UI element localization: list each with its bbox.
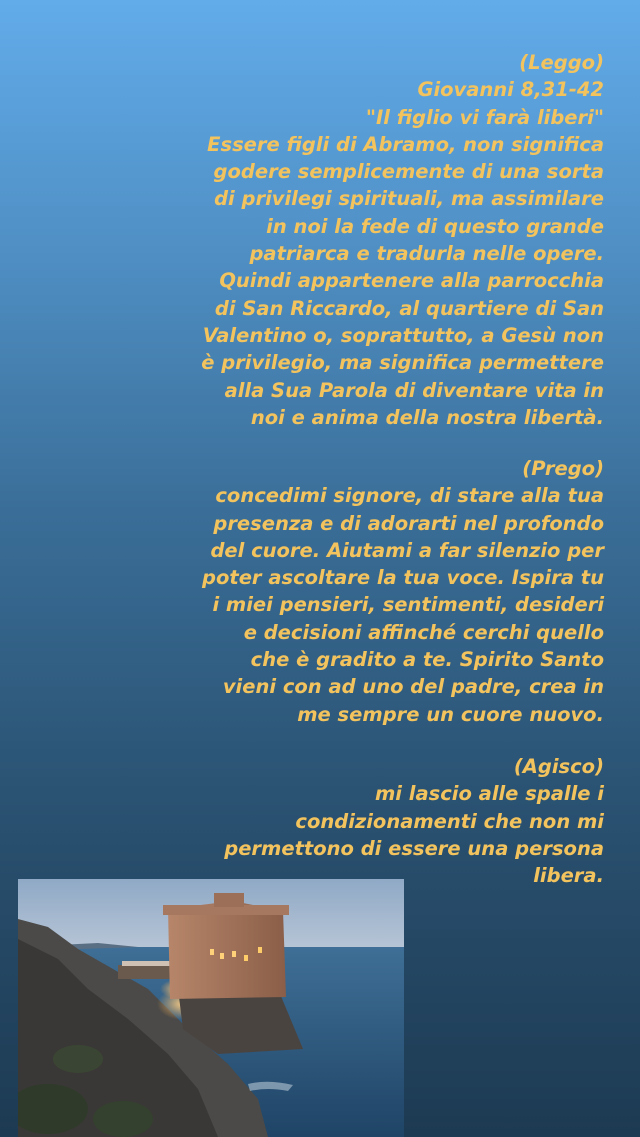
text-line: Valentino o, soprattutto, a Gesù non bbox=[202, 323, 604, 347]
text-line: Giovanni 8,31-42 bbox=[417, 78, 604, 102]
text-line: del cuore. Aiutami a far silenzio per bbox=[210, 538, 604, 562]
text-line: poter ascoltare la tua voce. Ispira tu bbox=[202, 566, 604, 590]
text-line: di San Riccardo, al quartiere di San bbox=[214, 296, 604, 320]
text-line: Quindi appartenere alla parrocchia bbox=[219, 269, 604, 293]
text-line: presenza e di adorarti nel profondo bbox=[213, 511, 604, 535]
text-line: me sempre un cuore nuovo. bbox=[297, 702, 604, 726]
text-line: i miei pensieri, sentimenti, desideri bbox=[212, 593, 604, 617]
text-line: alla Sua Parola di diventare vita in bbox=[224, 378, 604, 402]
section-heading-agisco: (Agisco) bbox=[513, 755, 604, 778]
text-line: di privilegi spirituali, ma assimilare bbox=[214, 187, 604, 211]
section-agisco bbox=[104, 753, 604, 889]
coastal-tower-photo bbox=[18, 879, 404, 1137]
text-line: noi e anima della nostra libertà. bbox=[250, 405, 604, 429]
text-line: mi lascio alle spalle i bbox=[374, 782, 604, 806]
text-line: godere semplicemente di una sorta bbox=[213, 160, 604, 184]
text-line: è privilegio, ma significa permettere bbox=[201, 351, 604, 375]
text-line: condizionamenti che non mi bbox=[295, 809, 604, 833]
text-line: libera. bbox=[533, 864, 604, 888]
text-line: e decisioni affinché cerchi quello bbox=[243, 620, 604, 644]
text-line: patriarca e tradurla nelle opere. bbox=[249, 242, 604, 266]
text-line: "Il figlio vi farà liberi" bbox=[365, 105, 604, 129]
text-line: concedimi signore, di stare alla tua bbox=[215, 484, 604, 508]
text-line: in noi la fede di questo grande bbox=[266, 214, 604, 238]
section-heading-prego: (Prego) bbox=[522, 457, 604, 480]
section-prego bbox=[104, 455, 604, 728]
text-line: che è gradito a te. Spirito Santo bbox=[250, 648, 604, 672]
text-line: Essere figli di Abramo, non significa bbox=[207, 132, 604, 156]
text-line: permettono di essere una persona bbox=[224, 836, 604, 860]
section-leggo bbox=[104, 49, 604, 431]
text-line: vieni con ad uno del padre, crea in bbox=[222, 675, 604, 699]
section-heading-leggo: (Leggo) bbox=[519, 51, 604, 74]
